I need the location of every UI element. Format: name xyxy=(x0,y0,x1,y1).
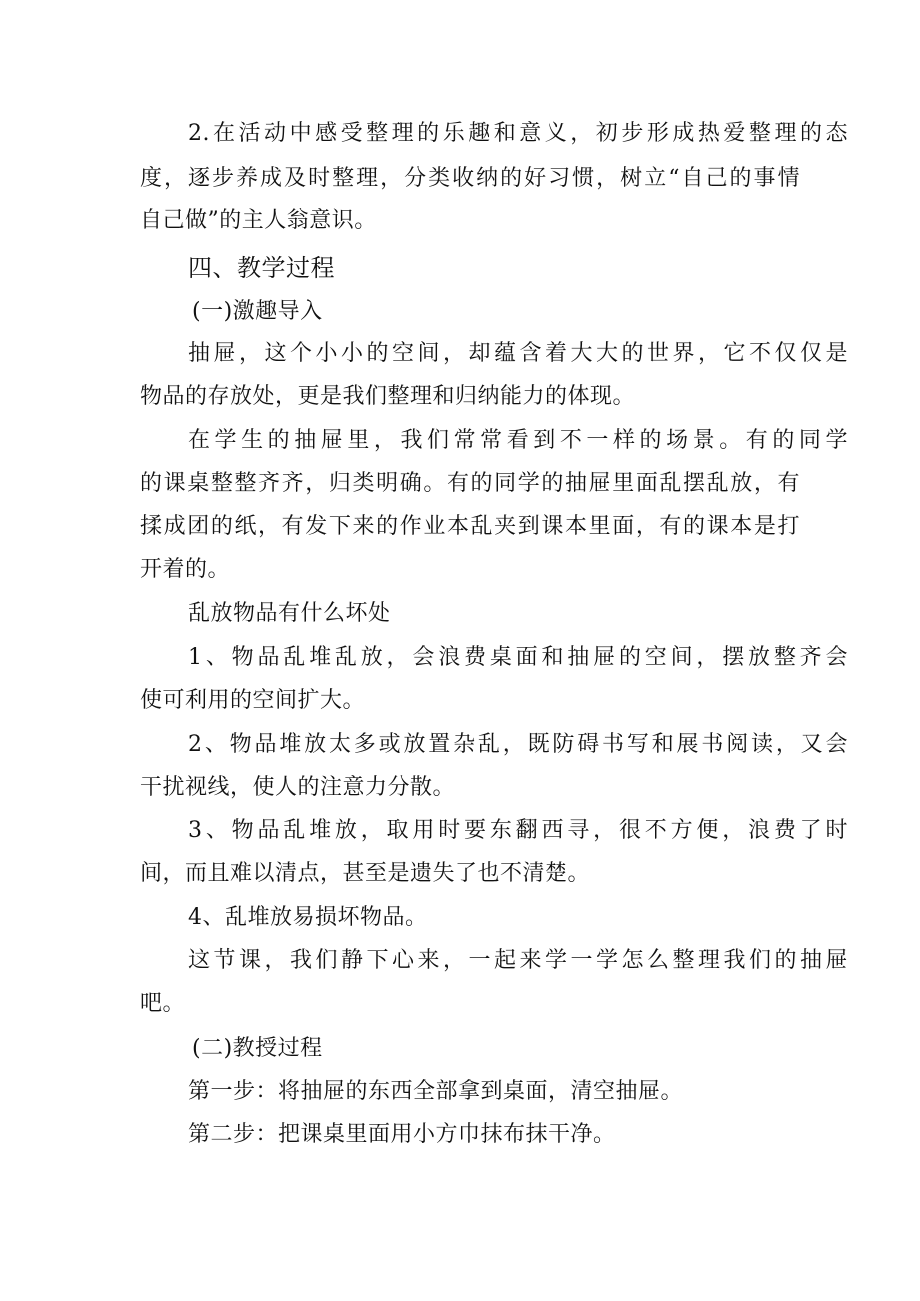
paragraph-goal-line-2: 度，逐步养成及时整理，分类收纳的好习惯，树立“自己的事情 xyxy=(140,166,800,191)
step-1: 第一步：将抽屉的东西全部拿到桌面，清空抽屉。 xyxy=(188,1079,684,1104)
list-item-1-line-1: 1、物品乱堆乱放，会浪费桌面和抽屉的空间，摆放整齐会 xyxy=(188,645,848,670)
question-line: 乱放物品有什么坏处 xyxy=(188,601,391,626)
list-item-2-line-1: 2、物品堆放太多或放置杂乱，既防碍书写和展书阅读，又会 xyxy=(188,732,848,757)
paragraph-lesson-line-1: 这节课，我们静下心来，一起来学一学怎么整理我们的抽屉 xyxy=(188,948,848,973)
paragraph-goal-line-1: 2.在活动中感受整理的乐趣和意义，初步形成热爱整理的态 xyxy=(188,121,848,146)
list-item-2-line-2: 干扰视线，使人的注意力分散。 xyxy=(140,775,456,800)
step-2: 第二步：把课桌里面用小方巾抹布抹干净。 xyxy=(188,1122,616,1147)
list-item-1-line-2: 使可利用的空间扩大。 xyxy=(140,688,366,713)
list-item-3-line-2: 间，而且难以清点，甚至是遗失了也不清楚。 xyxy=(140,861,591,886)
list-item-4: 4、乱堆放易损坏物品。 xyxy=(188,905,428,930)
list-item-3-line-1: 3、物品乱堆放，取用时要东翻西寻，很不方便，浪费了时 xyxy=(188,818,848,843)
paragraph-scene-line-2: 的课桌整整齐齐，归类明确。有的同学的抽屉里面乱摆乱放，有 xyxy=(140,471,800,496)
paragraph-scene-line-4: 开着的。 xyxy=(140,557,231,582)
paragraph-goal-line-3: 自己做”的主人翁意识。 xyxy=(140,208,377,233)
section-heading: 四、教学过程 xyxy=(188,254,335,282)
subsection-heading-intro: (一)激趣导入 xyxy=(192,299,323,324)
paragraph-drawer-line-1: 抽屉，这个小小的空间，却蕴含着大大的世界，它不仅仅是 xyxy=(188,341,848,366)
paragraph-lesson-line-2: 吧。 xyxy=(140,991,186,1016)
paragraph-drawer-line-2: 物品的存放处，更是我们整理和归纳能力的体现。 xyxy=(140,384,636,409)
paragraph-scene-line-1: 在学生的抽屉里，我们常常看到不一样的场景。有的同学 xyxy=(188,428,848,453)
subsection-heading-process: (二)教授过程 xyxy=(192,1036,323,1061)
paragraph-scene-line-3: 揉成团的纸，有发下来的作业本乱夹到课本里面，有的课本是打 xyxy=(140,514,800,539)
